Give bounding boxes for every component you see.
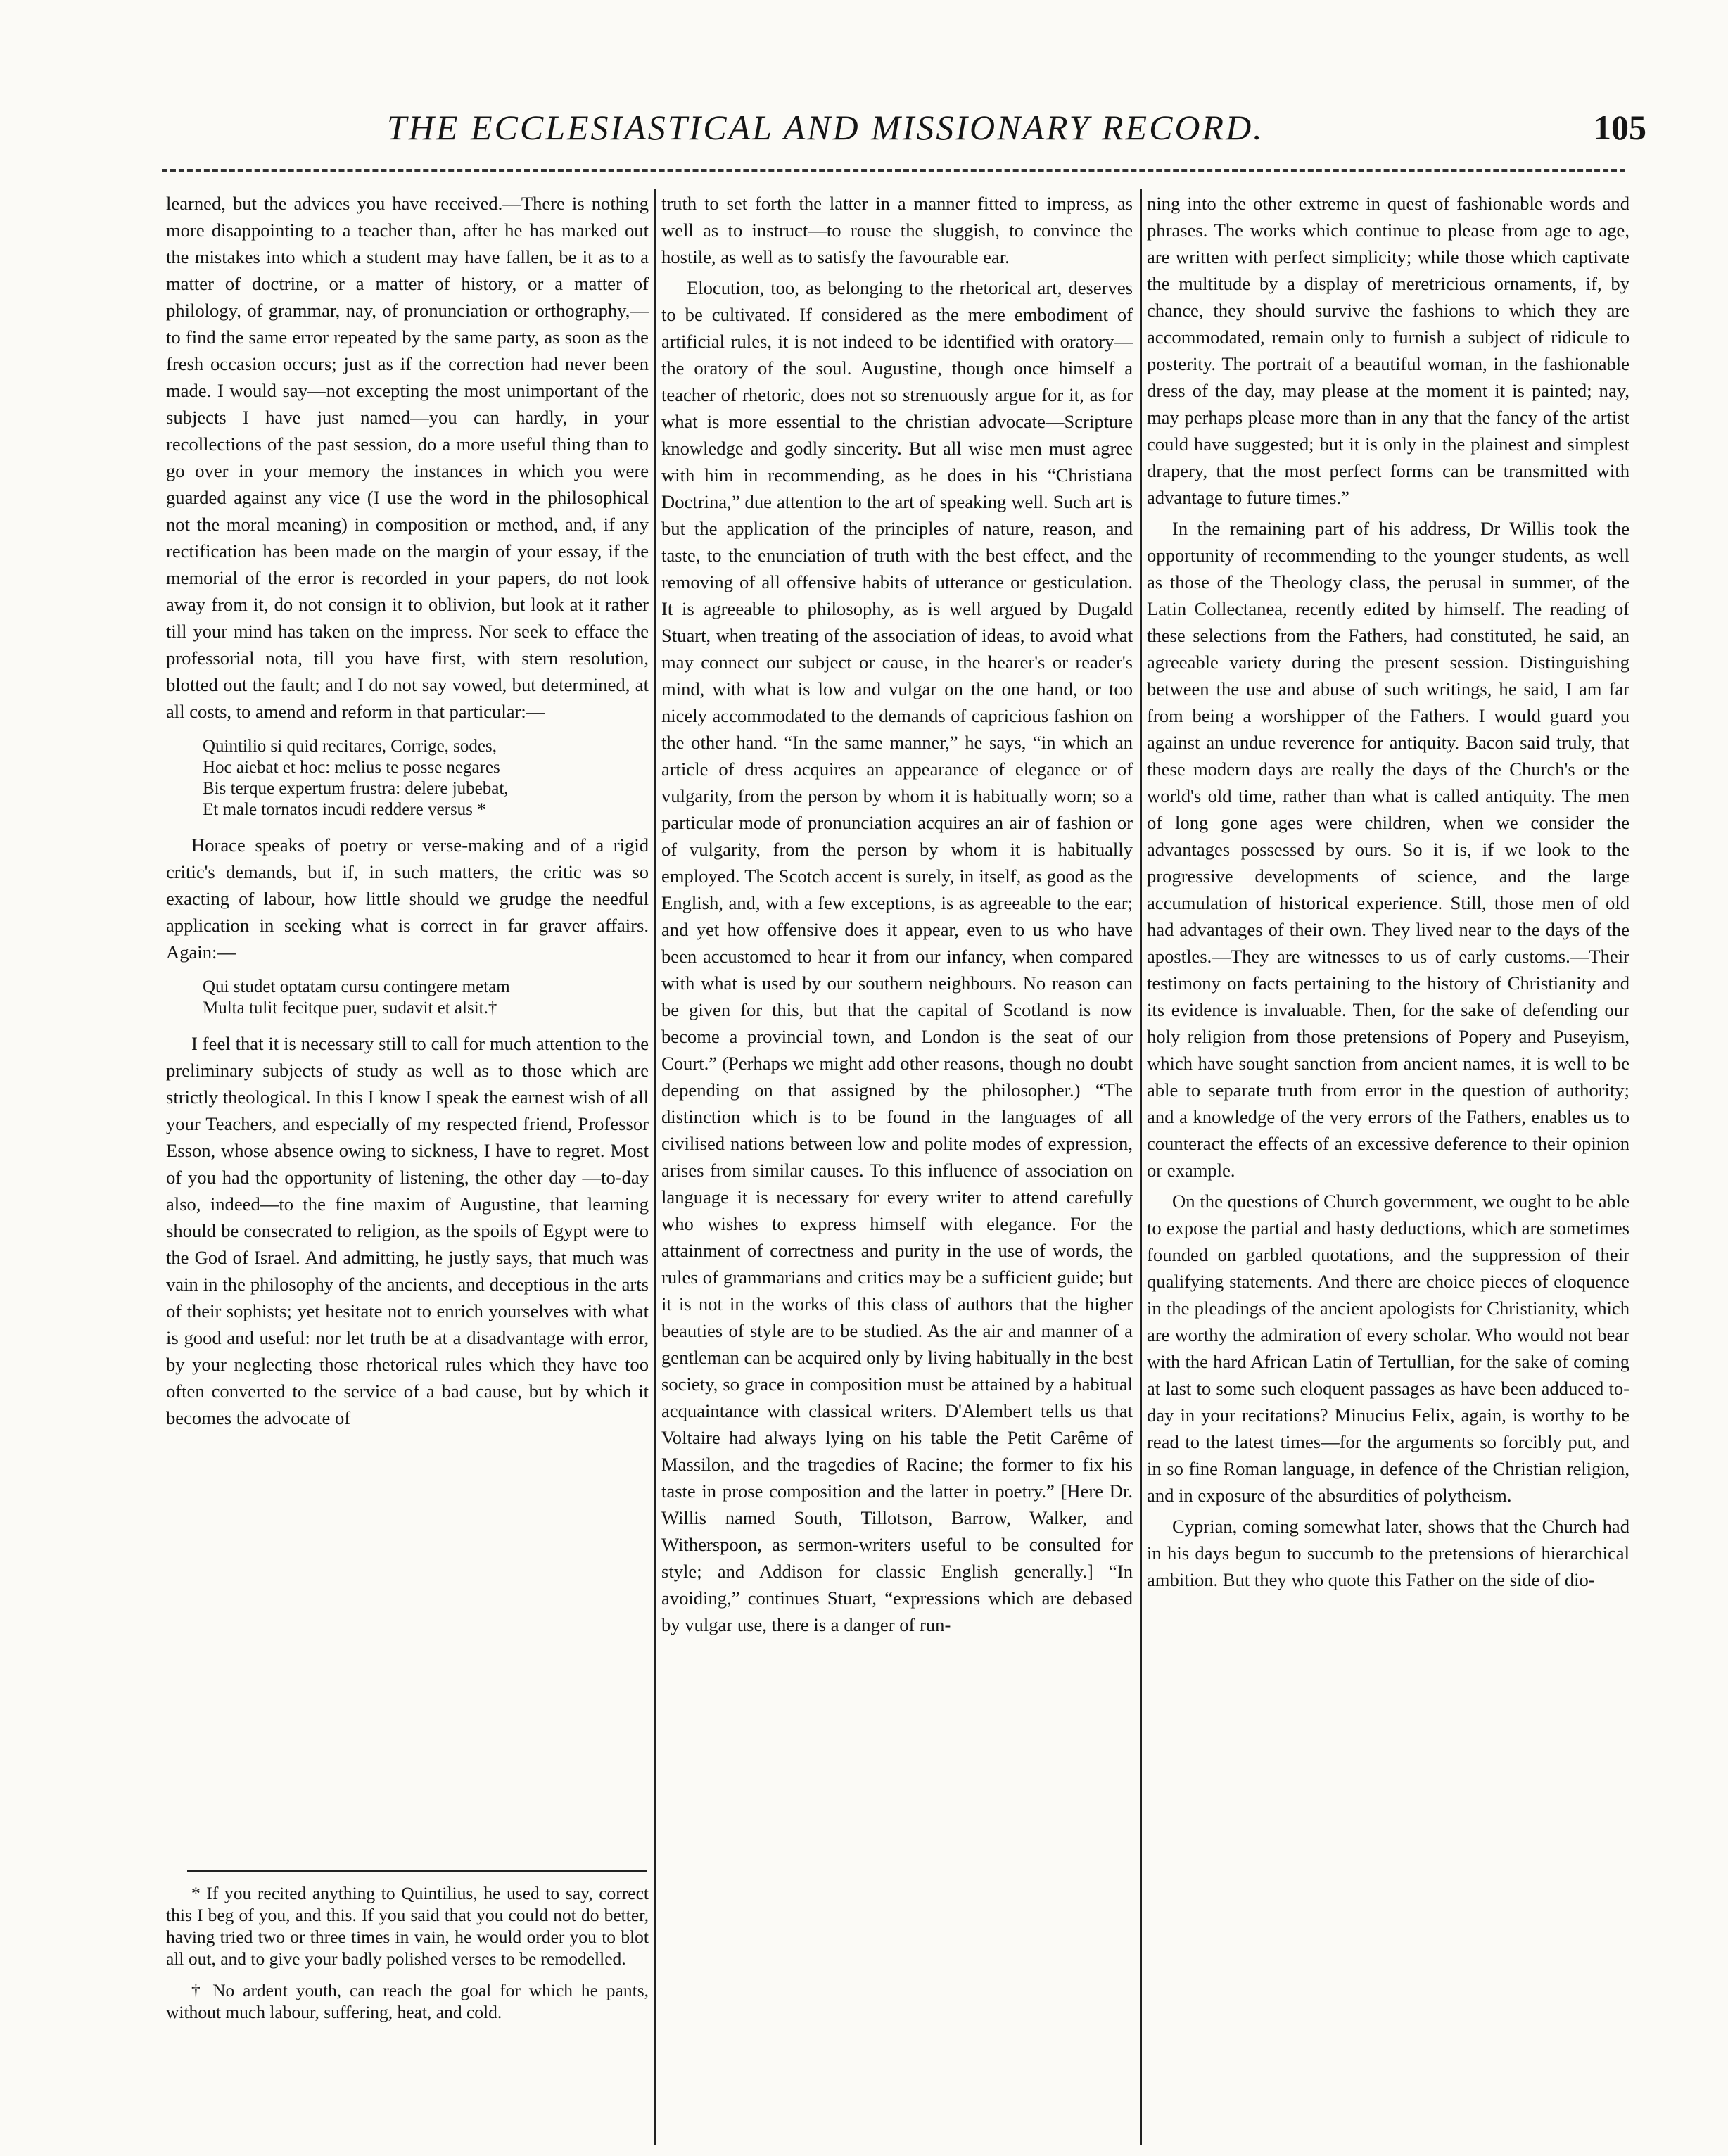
footnotes — [166, 1882, 649, 2033]
paragraph: Horace speaks of poetry or verse-making and of a rigid critic's demands, but if, in such matters, the critic was so exacting of labour, how little should we grudge the needful application in seeking what is correct in far graver affairs. Again:— — [166, 835, 649, 963]
paragraph: Elocution, too, as belonging to the rhetorical art, deserves to be cultivated. If considered as the mere embodiment of artificial rules, it is not indeed to be identified with oratory—the oratory of the soul. Augustine, though once himself a teacher of rhetoric, does not so strenuously argue for it, as for what is more essential to the christian advocate—Scripture knowledge and godly sincerity. But all wise men must agree with him in recommending, as he does in his “Christiana Doctrina,” due attention to the art of speaking well. Such art is but the application of the principles of nature, reason, and taste, to the enunciation of truth with the best effect, and the removing of all offensive habits of utterance or gesticulation. It is agreeable to philosophy, as is well argued by Dugald Stuart, when treating of the association of ideas, to avoid what may connect our subject or cause, in the hearer's or reader's mind, with what is low and vulgar on the one hand, or too nicely accommodated to the demands of capricious fashion on the other hand. “In the same manner,” he says, “in which an article of dress acquires an appearance of elegance or of vulgarity, from the person by whom it is habitually worn; so a particular mode of pronunciation acquires an air of fashion or of vulgarity, from the person by whom it is habitually employed. The Scotch accent is surely, in itself, as good as the English, and, with a few exceptions, is as agreeable to the ear; and yet how offensive does it appear, even to us who have been accustomed to hear it from our infancy, when compared with what is used by our southern neighbours. No reason can be given for this, but that the capital of Scotland is now become a provincial town, and London is the seat of our Court.” (Perhaps we might add other reasons, though no doubt depending on that assigned by the philosopher.) “The distinction which is to be found in the languages of all civilised nations between low and polite modes of expression, arises from similar causes. To this influence of association on language it is necessary for every writer to attend carefully who wishes to express himself with elegance. For the attainment of correctness and purity in the use of words, the rules of grammarians and critics may be a sufficient guide; but it is not in the works of this class of authors that the higher beauties of style are to be studied. As the air and manner of a gentleman can be acquired only by living habitually in the best society, so grace in composition must be attained by a habitual acquaintance with classical writers. D'Alembert tells us that Voltaire had always lying on his table the Petit Carême of Massilon, and the tragedies of Racine; the former to fix his taste in prose composition and the latter in poetry.” [Here Dr. Willis named South, Tillotson, Barrow, Walker, and Witherspoon, as sermon-writers useful to be consulted for style; and Addison for classic English generally.] “In avoiding,” continues Stuart, “expressions which are debased by vulgar use, there is a danger of run- — [661, 277, 1133, 1635]
column-3 — [1147, 190, 1629, 1593]
verse-line: Et male tornatos incudi reddere versus * — [203, 800, 486, 819]
verse-line: Hoc aiebat et hoc: melius te posse negares — [203, 758, 500, 777]
paragraph: In the remaining part of his address, Dr Willis took the opportunity of recommending to the younger students, as well as those of the Theology class, the perusal in summer, of the Latin Collectanea, recently edited by himself. The reading of these selections from the Fathers, had constituted, he said, an agreeable variety during the present session. Distinguishing between the use and abuse of such writings, he said, I am far from being a worshipper of the Fathers. I would guard you against an undue reverence for antiquity. Bacon said truly, that these modern days are really the days of the Church's or the world's old time, rather than what is called antiquity. The men of long gone ages were children, when we consider the advantages possessed by ours. So it is, if we look to the progressive developments of science, and the large accumulation of historical experience. Still, those men of old had advantages of their own. They lived near to the days of the apostles.—They are witnesses to us of early customs.—Their testimony on facts pertaining to the history of Christianity and its evidence is invaluable. Then, for the sake of defending our holy religion from those pretensions of Popery and Puseyism, which have sought sanction from ancient names, it is well to be able to separate truth from error in the question of authority; and a knowledge of the very errors of the Fathers, enables us to counteract the effects of an excessive deference to their opinion or example. — [1147, 518, 1629, 1181]
latin-verse-qui-studet — [203, 977, 649, 1019]
page-header — [162, 107, 1646, 163]
verse-line: Quintilio si quid recitares, Corrige, sodes, — [203, 737, 497, 756]
paragraph: Cyprian, coming somewhat later, shows that the Church had in his days begun to succumb to the pretensions of hierarchical ambition. But they who quote this Father on the side of dio- — [1147, 1516, 1629, 1590]
latin-verse-quintilio — [203, 736, 649, 820]
verse-line: Bis terque expertum frustra: delere jubebat, — [203, 779, 509, 798]
paragraph: On the questions of Church government, we ought to be able to expose the partial and hasty deductions, which are sometimes founded on garbled quotations, and the suppression of their qualifying statements. And there are choice pieces of eloquence in the pleadings of the ancient apologists for Christianity, which are worthy the admiration of every scholar. Who would not bear with the hard African Latin of Tertullian, for the sake of coming at last to some such eloquent passages as have been adduced to-day in your recitations? Minucius Felix, again, is worthy to be read to the latest times—for the arguments so forcibly put, and in so fine Roman language, in defence of the Christian religion, and in exposure of the absurdities of polytheism. — [1147, 1191, 1629, 1506]
footnote: † No ardent youth, can reach the goal for which he pants, without much labour, suffering, heat, and cold. — [166, 1980, 649, 2022]
header-rule — [162, 169, 1625, 172]
column-divider-right — [1140, 189, 1142, 2145]
footnote-rule — [187, 1870, 647, 1872]
column-1 — [166, 190, 649, 1431]
paragraph: learned, but the advices you have received.—There is nothing more disappointing to a teacher than, after he has marked out the mistakes into which a student may have fallen, be it as to a matter of doctrine, or a matter of history, or a matter of philology, of grammar, nay, of pronunciation or orthography,—to find the same error repeated by the same party, as soon as the fresh occasion occurs; just as if the correction had never been made. I would say—not excepting the most unimportant of the subjects I have just named—you can hardly, in your recollections of the past session, do a more useful thing than to go over in your memory the instances in which you were guarded against any vice (I use the word in the philosophical not the moral meaning) in composition or method, and, if any rectification has been made on the margin of your essay, if the memorial of the error is recorded in your papers, do not look away from it, do not consign it to oblivion, but look at it rather till your mind has taken on the impress. Nor seek to efface the professorial nota, till you have first, with stern resolution, blotted out the fault; and I do not say vowed, but determined, at all costs, to amend and reform in that particular:— — [166, 193, 649, 722]
footnote: * If you recited anything to Quintilius, he used to say, correct this I beg of you, and this. If you said that you could not do better, having tried two or three times in vain, he would order you to blot all out, and to give your badly polished verses to be remodelled. — [166, 1883, 649, 1969]
column-divider-left — [654, 189, 656, 2145]
paragraph: truth to set forth the latter in a manner fitted to impress, as well as to instruct—to rouse the sluggish, to convince the hostile, as well as to satisfy the favourable ear. — [661, 193, 1133, 267]
column-2 — [661, 190, 1133, 1638]
running-title: THE ECCLESIASTICAL AND MISSIONARY RECORD. — [387, 108, 1264, 147]
paragraph: I feel that it is necessary still to call for much attention to the preliminary subjects of study as well as to those which are strictly theological. In this I know I speak the earnest wish of all your Teachers, and especially of my respected friend, Professor Esson, whose absence owing to sickness, I have to regret. Most of you had the opportunity of listening, the other day —to-day also, indeed—to the fine maxim of Augustine, that learning should be consecrated to religion, as the spoils of Egypt were to the God of Israel. And admitting, he justly says, that much was vain in the philosophy of the ancients, and deceptious in the arts of their sophists; yet hesitate not to enrich yourselves with what is good and useful: nor let truth be at a disadvantage with error, by your neglecting those rhetorical rules which they have too often converted to the service of a bad cause, but by which it becomes the advocate of — [166, 1033, 649, 1428]
paragraph: ning into the other extreme in quest of fashionable words and phrases. The works which continue to please from age to age, are written with perfect simplicity; while those which captivate the multitude by a display of meretricious ornaments, if, by chance, they should survive the fashions to which they are accommodated, remain only to furnish a subject of ridicule to posterity. The portrait of a beautiful woman, in the fashionable dress of the day, may please at the moment it is painted; nay, may perhaps please more than in any that the fancy of the artist could have suggested; but it is only in the plainest and simplest drapery, that the most perfect forms can be transmitted with advantage to future times.” — [1147, 193, 1629, 508]
verse-line: Qui studet optatam cursu contingere metam — [203, 977, 510, 996]
page-number: 105 — [1594, 108, 1646, 147]
verse-line: Multa tulit fecitque puer, sudavit et alsit.† — [203, 998, 497, 1017]
